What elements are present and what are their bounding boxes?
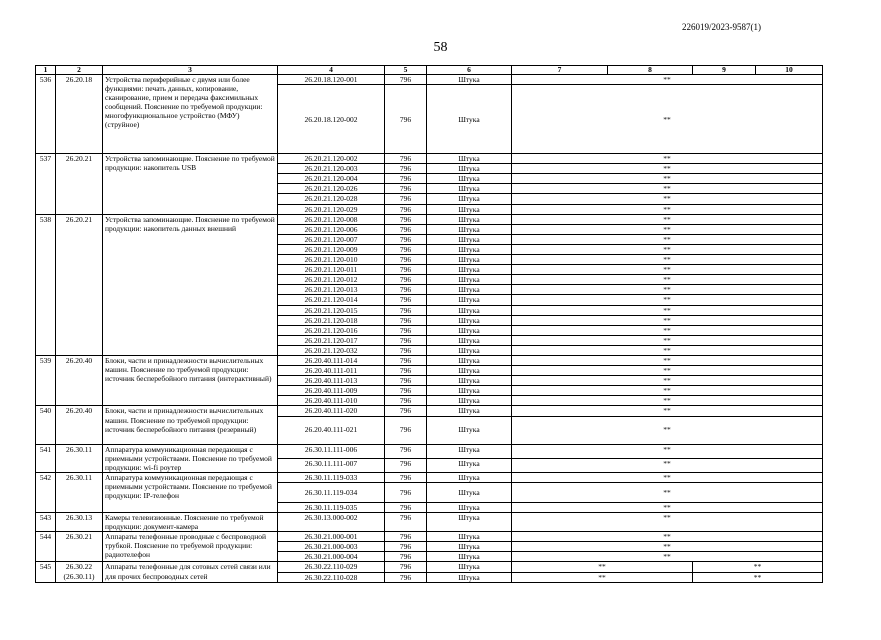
- row-number-cell: 539: [36, 355, 56, 405]
- table-row: [36, 444, 823, 458]
- okei-code-cell: 796: [385, 376, 427, 386]
- description-cell: Аппараты телефонные проводные с беспроводной трубкой. Пояснение по требуемой продукции: радиотелефон: [103, 532, 278, 562]
- table-row: [36, 406, 823, 416]
- okpd-code-cell: 26.30.11: [56, 444, 103, 472]
- table-row: [36, 355, 823, 365]
- okpd-code-cell: 26.30.11: [56, 472, 103, 512]
- unit-cell: Штука: [427, 416, 512, 444]
- ktru-code-cell: 26.20.40.111-011: [278, 366, 385, 376]
- okei-code-cell: 796: [385, 472, 427, 482]
- mark-cell: **: [512, 234, 823, 244]
- okei-code-cell: 796: [385, 335, 427, 345]
- ktru-code-cell: 26.20.21.120-006: [278, 224, 385, 234]
- column-header: 3: [103, 66, 278, 75]
- okei-code-cell: 796: [385, 325, 427, 335]
- okei-code-cell: 796: [385, 355, 427, 365]
- column-header: 5: [385, 66, 427, 75]
- unit-cell: Штука: [427, 85, 512, 154]
- mark-cell: **: [512, 458, 823, 472]
- okpd-code-cell: 26.20.40: [56, 406, 103, 444]
- ktru-code-cell: 26.20.21.120-015: [278, 305, 385, 315]
- ktru-code-cell: 26.20.21.120-009: [278, 244, 385, 254]
- okei-code-cell: 796: [385, 552, 427, 562]
- okei-code-cell: 796: [385, 184, 427, 194]
- mark-cell: **: [512, 355, 823, 365]
- table-row: [36, 562, 823, 572]
- unit-cell: Штука: [427, 184, 512, 194]
- ktru-code-cell: 26.20.40.111-009: [278, 386, 385, 396]
- unit-cell: Штука: [427, 75, 512, 85]
- column-header: 4: [278, 66, 385, 75]
- mark-cell: **: [512, 345, 823, 355]
- row-number-cell: 545: [36, 562, 56, 582]
- okei-code-cell: 796: [385, 295, 427, 305]
- ktru-code-cell: 26.20.21.120-002: [278, 154, 385, 164]
- ktru-code-cell: 26.20.21.120-012: [278, 275, 385, 285]
- mark-cell: **: [512, 572, 693, 582]
- ktru-code-cell: 26.20.21.120-016: [278, 325, 385, 335]
- mark-cell: **: [512, 532, 823, 542]
- okei-code-cell: 796: [385, 416, 427, 444]
- unit-cell: Штука: [427, 386, 512, 396]
- unit-cell: Штука: [427, 234, 512, 244]
- unit-cell: Штука: [427, 472, 512, 482]
- description-cell: Устройства запоминающие. Пояснение по требуемой продукции: накопитель USB: [103, 154, 278, 215]
- mark-cell: **: [512, 396, 823, 406]
- column-header: 7: [512, 66, 608, 75]
- ktru-code-cell: 26.30.21.000-001: [278, 532, 385, 542]
- ktru-code-cell: 26.20.21.120-014: [278, 295, 385, 305]
- column-header: 1: [36, 66, 56, 75]
- ktru-code-cell: 26.20.40.111-014: [278, 355, 385, 365]
- okei-code-cell: 796: [385, 214, 427, 224]
- okei-code-cell: 796: [385, 345, 427, 355]
- ktru-code-cell: 26.30.11.119-033: [278, 472, 385, 482]
- okei-code-cell: 796: [385, 154, 427, 164]
- ktru-code-cell: 26.20.21.120-018: [278, 315, 385, 325]
- unit-cell: Штука: [427, 562, 512, 572]
- ktru-code-cell: 26.20.40.111-020: [278, 406, 385, 416]
- unit-cell: Штука: [427, 305, 512, 315]
- column-header: 6: [427, 66, 512, 75]
- table-row: [36, 532, 823, 542]
- okei-code-cell: 796: [385, 174, 427, 184]
- table-row: [36, 154, 823, 164]
- ktru-code-cell: 26.30.21.000-004: [278, 552, 385, 562]
- ktru-code-cell: 26.20.21.120-013: [278, 285, 385, 295]
- mark-cell: **: [512, 194, 823, 204]
- ktru-code-cell: 26.20.40.111-010: [278, 396, 385, 406]
- procurement-table: [35, 65, 823, 583]
- ktru-code-cell: 26.30.13.000-002: [278, 513, 385, 532]
- mark-cell: **: [693, 572, 823, 582]
- ktru-code-cell: 26.20.21.120-011: [278, 265, 385, 275]
- ktru-code-cell: 26.20.21.120-010: [278, 255, 385, 265]
- ktru-code-cell: 26.30.11.119-035: [278, 502, 385, 512]
- ktru-code-cell: 26.20.21.120-017: [278, 335, 385, 345]
- row-number-cell: 541: [36, 444, 56, 472]
- row-number-cell: 540: [36, 406, 56, 444]
- description-cell: Аппаратура коммуникационная передающая с приемными устройствами. Пояснение по требуемой продукции: wi-fi роутер: [103, 444, 278, 472]
- mark-cell: **: [693, 562, 823, 572]
- okei-code-cell: 796: [385, 315, 427, 325]
- unit-cell: Штука: [427, 154, 512, 164]
- ktru-code-cell: 26.30.21.000-003: [278, 542, 385, 552]
- mark-cell: **: [512, 366, 823, 376]
- unit-cell: Штука: [427, 444, 512, 458]
- mark-cell: **: [512, 265, 823, 275]
- description-cell: Блоки, части и принадлежности вычислительных машин. Пояснение по требуемой продукции: источник бесперебойного питания (резервный): [103, 406, 278, 444]
- row-number-cell: 543: [36, 513, 56, 532]
- unit-cell: Штука: [427, 204, 512, 214]
- mark-cell: **: [512, 406, 823, 416]
- mark-cell: **: [512, 325, 823, 335]
- table-row: [36, 472, 823, 482]
- okei-code-cell: 796: [385, 265, 427, 275]
- okei-code-cell: 796: [385, 532, 427, 542]
- okpd-code-cell: 26.20.40: [56, 355, 103, 405]
- unit-cell: Штука: [427, 325, 512, 335]
- mark-cell: **: [512, 224, 823, 234]
- okei-code-cell: 796: [385, 85, 427, 154]
- okei-code-cell: 796: [385, 542, 427, 552]
- unit-cell: Штука: [427, 366, 512, 376]
- okei-code-cell: 796: [385, 305, 427, 315]
- okei-code-cell: 796: [385, 224, 427, 234]
- mark-cell: **: [512, 542, 823, 552]
- column-header: 8: [608, 66, 693, 75]
- description-cell: Блоки, части и принадлежности вычислительных машин. Пояснение по требуемой продукции: источник бесперебойного питания (интерактивный): [103, 355, 278, 405]
- unit-cell: Штука: [427, 532, 512, 542]
- row-number-cell: 536: [36, 75, 56, 154]
- okei-code-cell: 796: [385, 244, 427, 254]
- unit-cell: Штука: [427, 244, 512, 254]
- header-row: [36, 66, 823, 75]
- okpd-code-cell: 26.30.21: [56, 532, 103, 562]
- unit-cell: Штука: [427, 502, 512, 512]
- mark-cell: **: [512, 214, 823, 224]
- unit-cell: Штука: [427, 513, 512, 532]
- column-header: 9: [693, 66, 756, 75]
- mark-cell: **: [512, 562, 693, 572]
- unit-cell: Штука: [427, 194, 512, 204]
- mark-cell: **: [512, 376, 823, 386]
- okei-code-cell: 796: [385, 204, 427, 214]
- okei-code-cell: 796: [385, 366, 427, 376]
- okei-code-cell: 796: [385, 396, 427, 406]
- mark-cell: **: [512, 416, 823, 444]
- okei-code-cell: 796: [385, 572, 427, 582]
- column-header: 2: [56, 66, 103, 75]
- mark-cell: **: [512, 315, 823, 325]
- ktru-code-cell: 26.20.21.120-008: [278, 214, 385, 224]
- mark-cell: **: [512, 244, 823, 254]
- unit-cell: Штука: [427, 174, 512, 184]
- okei-code-cell: 796: [385, 513, 427, 532]
- mark-cell: **: [512, 295, 823, 305]
- ktru-code-cell: 26.30.11.111-006: [278, 444, 385, 458]
- document-number: 226019/2023-9587(1): [682, 22, 761, 32]
- unit-cell: Штука: [427, 265, 512, 275]
- unit-cell: Штука: [427, 315, 512, 325]
- ktru-code-cell: 26.20.21.120-003: [278, 164, 385, 174]
- mark-cell: **: [512, 444, 823, 458]
- unit-cell: Штука: [427, 376, 512, 386]
- okei-code-cell: 796: [385, 406, 427, 416]
- ktru-code-cell: 26.30.11.111-007: [278, 458, 385, 472]
- unit-cell: Штука: [427, 255, 512, 265]
- okei-code-cell: 796: [385, 75, 427, 85]
- mark-cell: **: [512, 552, 823, 562]
- unit-cell: Штука: [427, 214, 512, 224]
- unit-cell: Штука: [427, 406, 512, 416]
- row-number-cell: 537: [36, 154, 56, 215]
- mark-cell: **: [512, 513, 823, 532]
- row-number-cell: 544: [36, 532, 56, 562]
- description-cell: Устройства периферийные с двумя или более функциями: печать данных, копирование, сканирование, прием и передача факсимильных сообщений. Пояснение по требуемой продукции: многофункциональное устройство (МФУ) (струйное): [103, 75, 278, 154]
- unit-cell: Штука: [427, 335, 512, 345]
- table-row: [36, 513, 823, 532]
- unit-cell: Штука: [427, 275, 512, 285]
- okei-code-cell: 796: [385, 386, 427, 396]
- ktru-code-cell: 26.20.21.120-007: [278, 234, 385, 244]
- ktru-code-cell: 26.20.21.120-026: [278, 184, 385, 194]
- mark-cell: **: [512, 335, 823, 345]
- ktru-code-cell: 26.20.40.111-021: [278, 416, 385, 444]
- ktru-code-cell: 26.20.40.111-013: [278, 376, 385, 386]
- okei-code-cell: 796: [385, 194, 427, 204]
- unit-cell: Штука: [427, 552, 512, 562]
- okei-code-cell: 796: [385, 562, 427, 572]
- unit-cell: Штука: [427, 345, 512, 355]
- mark-cell: **: [512, 75, 823, 85]
- okei-code-cell: 796: [385, 458, 427, 472]
- page-number: 58: [433, 40, 448, 55]
- description-cell: Устройства запоминающие. Пояснение по требуемой продукции: накопитель данных внешний: [103, 214, 278, 355]
- mark-cell: **: [512, 85, 823, 154]
- mark-cell: **: [512, 482, 823, 502]
- ktru-code-cell: 26.30.22.110-028: [278, 572, 385, 582]
- okei-code-cell: 796: [385, 285, 427, 295]
- mark-cell: **: [512, 275, 823, 285]
- unit-cell: Штука: [427, 285, 512, 295]
- mark-cell: **: [512, 386, 823, 396]
- unit-cell: Штука: [427, 355, 512, 365]
- okpd-code-cell: 26.20.18: [56, 75, 103, 154]
- ktru-code-cell: 26.20.21.120-004: [278, 174, 385, 184]
- okei-code-cell: 796: [385, 255, 427, 265]
- unit-cell: Штука: [427, 482, 512, 502]
- unit-cell: Штука: [427, 572, 512, 582]
- unit-cell: Штука: [427, 542, 512, 552]
- mark-cell: **: [512, 472, 823, 482]
- description-cell: Камеры телевизионные. Пояснение по требуемой продукции: документ-камера: [103, 513, 278, 532]
- ktru-code-cell: 26.20.18.120-002: [278, 85, 385, 154]
- okpd-code-cell: 26.20.21: [56, 154, 103, 215]
- okei-code-cell: 796: [385, 275, 427, 285]
- description-cell: Аппаратура коммуникационная передающая с приемными устройствами. Пояснение по требуемой продукции: IP-телефон: [103, 472, 278, 512]
- unit-cell: Штука: [427, 396, 512, 406]
- mark-cell: **: [512, 174, 823, 184]
- ktru-code-cell: 26.20.21.120-032: [278, 345, 385, 355]
- ktru-code-cell: 26.20.18.120-001: [278, 75, 385, 85]
- column-header: 10: [756, 66, 823, 75]
- mark-cell: **: [512, 184, 823, 194]
- row-number-cell: 542: [36, 472, 56, 512]
- mark-cell: **: [512, 285, 823, 295]
- ktru-code-cell: 26.20.21.120-029: [278, 204, 385, 214]
- okei-code-cell: 796: [385, 164, 427, 174]
- unit-cell: Штука: [427, 224, 512, 234]
- mark-cell: **: [512, 502, 823, 512]
- mark-cell: **: [512, 305, 823, 315]
- okpd-code-cell: 26.20.21: [56, 214, 103, 355]
- mark-cell: **: [512, 204, 823, 214]
- mark-cell: **: [512, 164, 823, 174]
- okpd-code-cell: 26.30.22 (26.30.11): [56, 562, 103, 582]
- okpd-code-cell: 26.30.13: [56, 513, 103, 532]
- okei-code-cell: 796: [385, 444, 427, 458]
- ktru-code-cell: 26.30.22.110-029: [278, 562, 385, 572]
- mark-cell: **: [512, 154, 823, 164]
- unit-cell: Штука: [427, 295, 512, 305]
- unit-cell: Штука: [427, 164, 512, 174]
- okei-code-cell: 796: [385, 482, 427, 502]
- okei-code-cell: 796: [385, 502, 427, 512]
- mark-cell: **: [512, 255, 823, 265]
- ktru-code-cell: 26.20.21.120-028: [278, 194, 385, 204]
- row-number-cell: 538: [36, 214, 56, 355]
- unit-cell: Штука: [427, 458, 512, 472]
- description-cell: Аппараты телефонные для сотовых сетей связи или для прочих беспроводных сетей: [103, 562, 278, 582]
- table-row: [36, 214, 823, 224]
- okei-code-cell: 796: [385, 234, 427, 244]
- ktru-code-cell: 26.30.11.119-034: [278, 482, 385, 502]
- table-row: [36, 75, 823, 85]
